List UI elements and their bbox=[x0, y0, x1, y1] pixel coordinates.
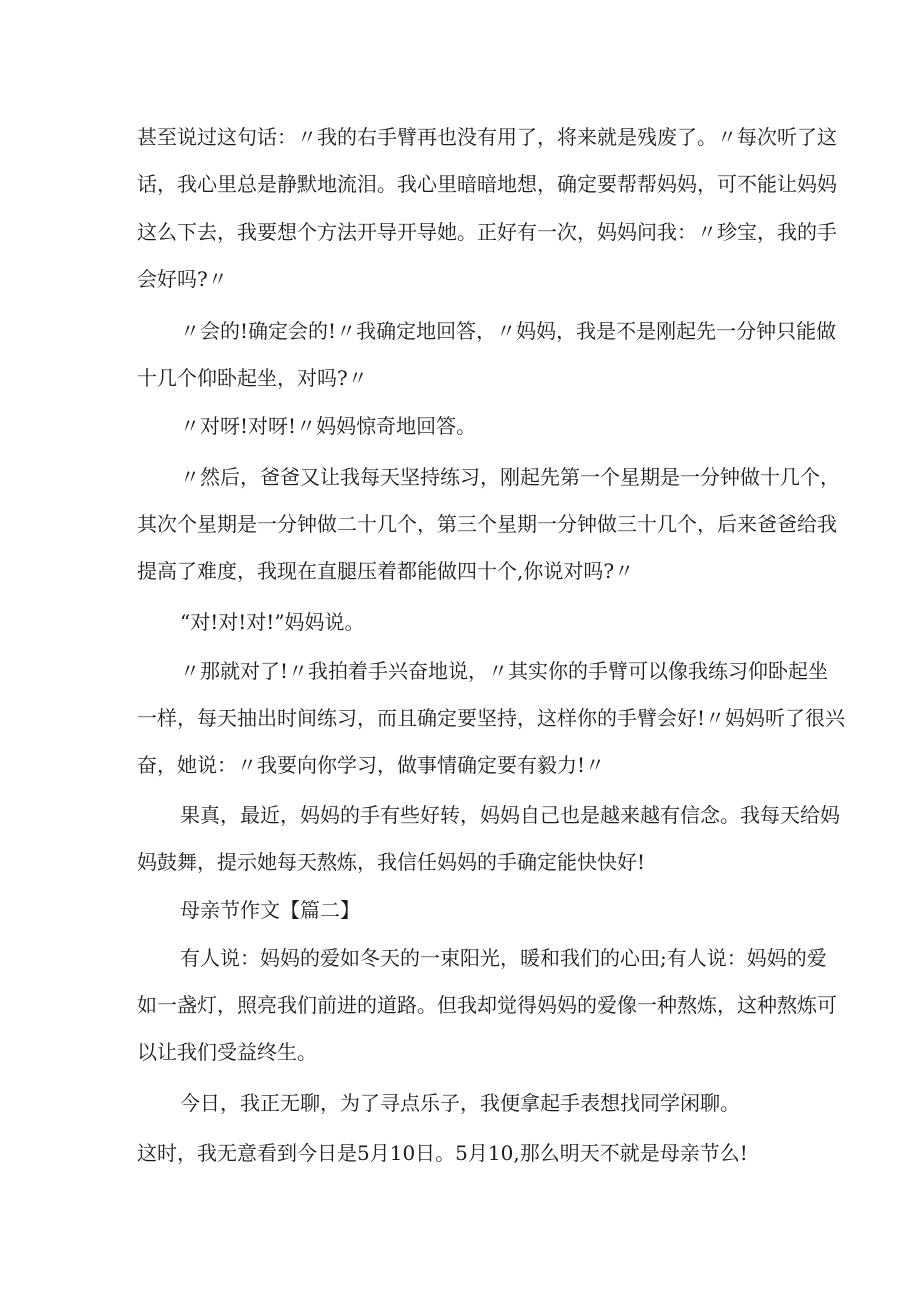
text-line: 有人说：妈妈的爱如冬天的一束阳光，暖和我们的心田;有人说：妈妈的爱 bbox=[180, 946, 827, 970]
text-line: 其次个星期是一分钟做二十几个，第三个星期一分钟做三十几个，后来爸爸给我 bbox=[137, 512, 837, 536]
text-line: 〃对呀!对呀!〃妈妈惊奇地回答。 bbox=[180, 414, 477, 438]
text-line: 果真，最近，妈妈的手有些好转，妈妈自己也是越来越有信念。我每天给妈 bbox=[180, 803, 840, 827]
text-line: 〃那就对了!〃我拍着手兴奋地说，〃其实你的手臂可以像我练习仰卧起坐 bbox=[180, 659, 829, 683]
text-line: 这时，我无意看到今日是5月10日。5月10,那么明天不就是母亲节么! bbox=[137, 1141, 748, 1165]
text-line: 提高了难度，我现在直腿压着都能做四十个,你说对吗?〃 bbox=[137, 559, 635, 583]
section-heading: 母亲节作文【篇二】 bbox=[180, 898, 360, 922]
text-line: 〃会的!确定会的!〃我确定地回答，〃妈妈，我是不是刚起先一分钟只能做 bbox=[180, 319, 837, 343]
text-line: 如一盏灯，照亮我们前进的道路。但我却觉得妈妈的爱像一种熬炼，这种熬炼可 bbox=[137, 993, 837, 1017]
text-line: 甚至说过这句话：〃我的右手臂再也没有用了，将来就是残废了。〃每次听了这 bbox=[137, 125, 837, 149]
text-line: “对!对!对!”妈妈说。 bbox=[180, 610, 365, 634]
text-line: 以让我们受益终生。 bbox=[137, 1040, 317, 1064]
text-line: 今日，我正无聊，为了寻点乐子，我便拿起手表想找同学闲聊。 bbox=[180, 1091, 740, 1115]
text-line: 〃然后，爸爸又让我每天坚持练习，刚起先第一个星期是一分钟做十几个， bbox=[180, 465, 840, 489]
text-line: 会好吗?〃 bbox=[137, 267, 228, 291]
text-line: 十几个仰卧起坐，对吗?〃 bbox=[137, 366, 368, 390]
text-line: 妈鼓舞，提示她每天熬炼，我信任妈妈的手确定能快快好! bbox=[137, 850, 646, 874]
text-line: 奋，她说：〃我要向你学习，做事情确定要有毅力!〃 bbox=[137, 753, 606, 777]
text-line: 这么下去，我要想个方法开导开导她。正好有一次，妈妈问我：〃珍宝，我的手 bbox=[137, 220, 837, 244]
text-line: 一样，每天抽出时间练习，而且确定要坚持，这样你的手臂会好!〃妈妈听了很兴 bbox=[137, 706, 846, 730]
text-line: 话，我心里总是静默地流泪。我心里暗暗地想，确定要帮帮妈妈，可不能让妈妈 bbox=[137, 172, 837, 196]
